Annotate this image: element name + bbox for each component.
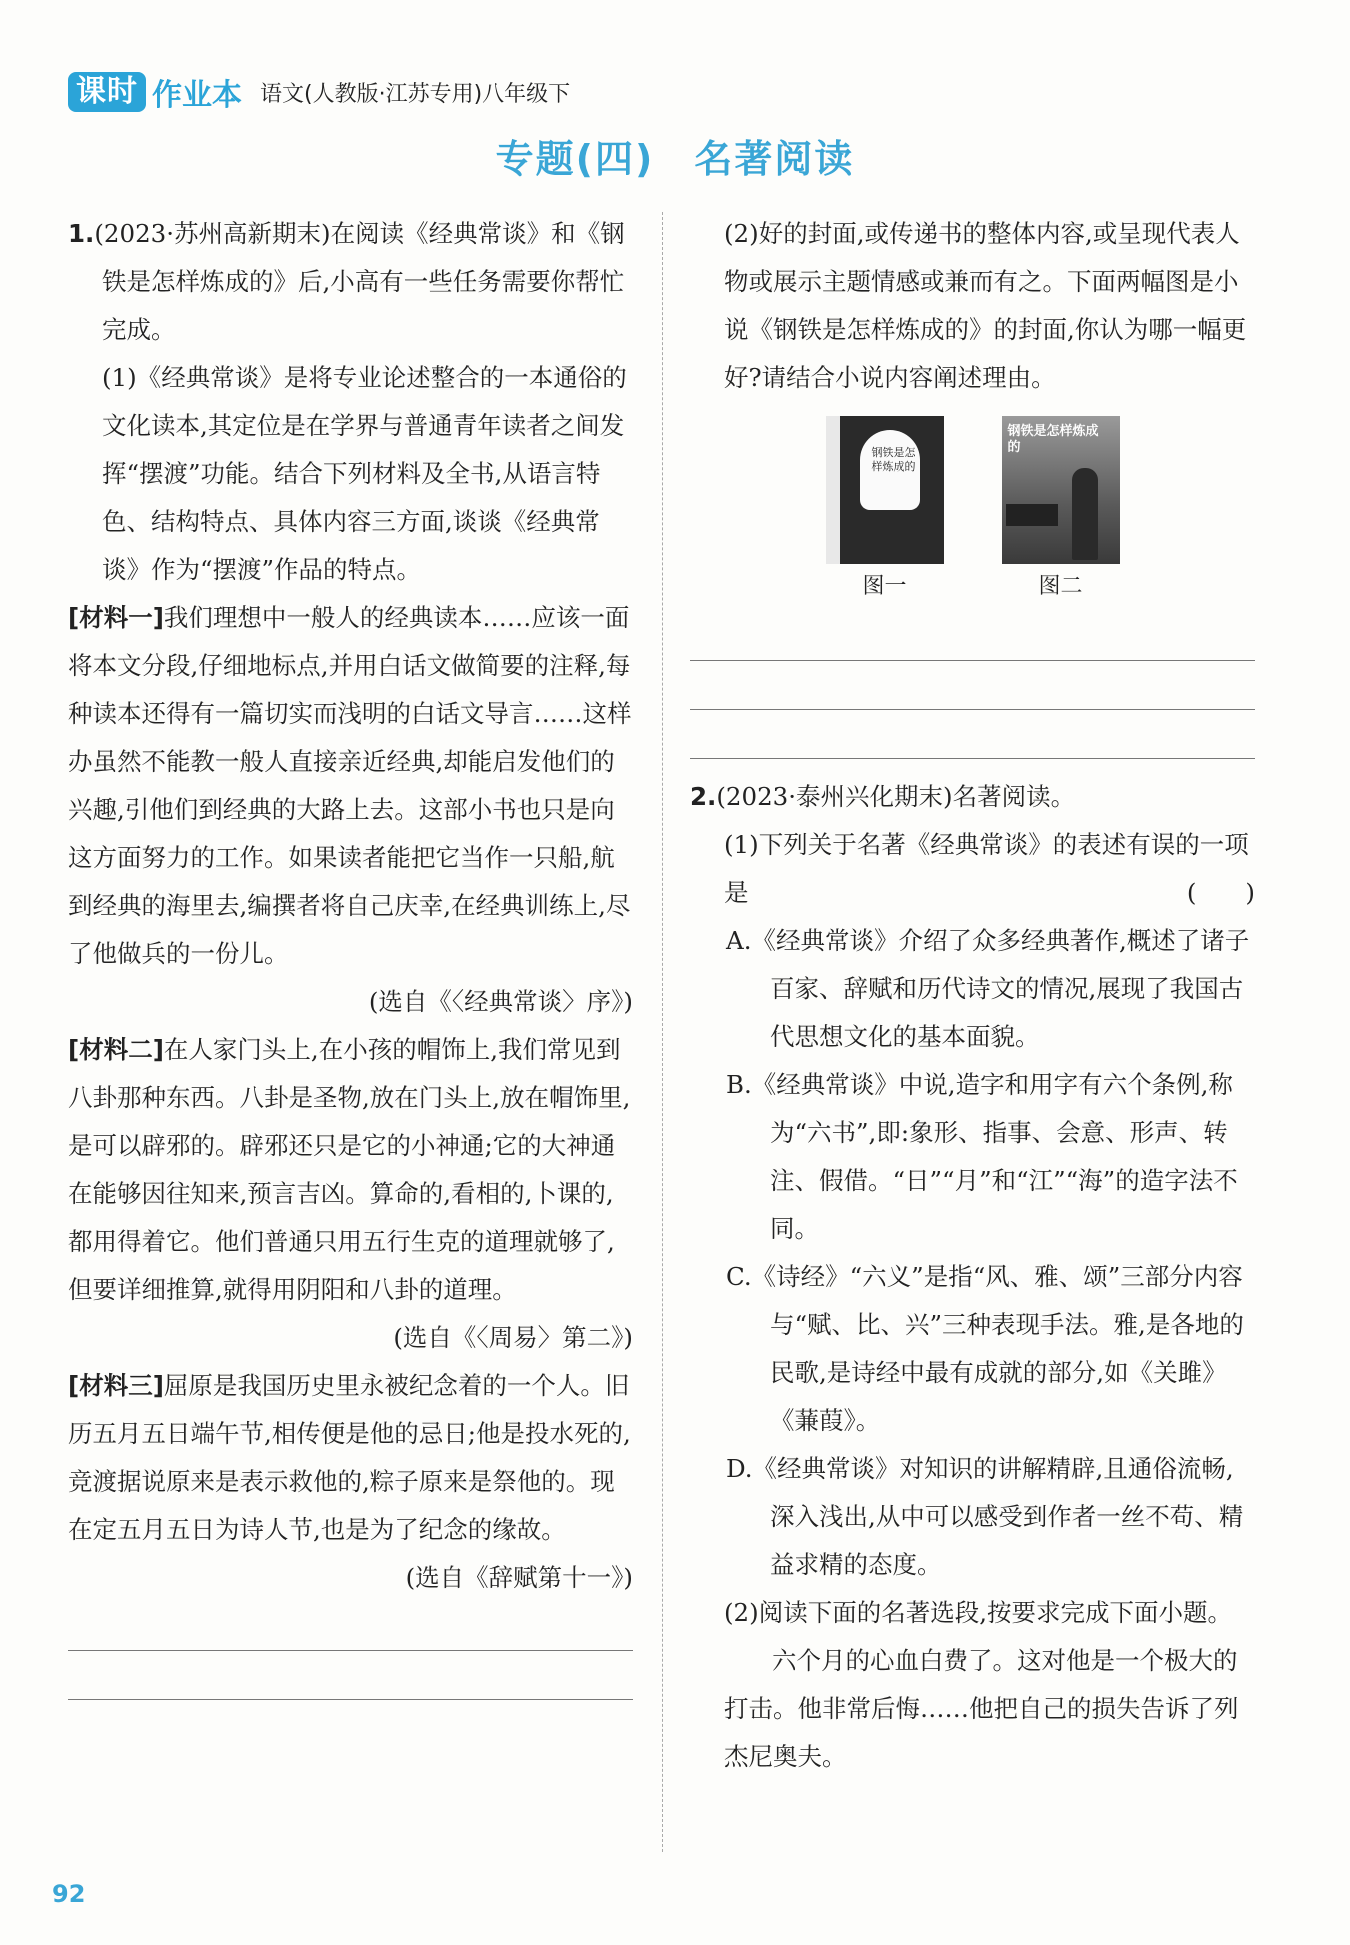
material-2-source: (选自《〈周易〉第二》) [393, 1323, 633, 1352]
q2-excerpt: 六个月的心血白费了。这对他是一个极大的打击。他非常后悔……他把自己的损失告诉了列杰尼奥夫。 [724, 1646, 1239, 1771]
answer-line[interactable] [68, 1602, 633, 1651]
left-column [68, 210, 633, 1700]
page-title: 专题(四) 名著阅读 [495, 137, 855, 181]
q1-sub1: (1)《经典常谈》是将专业论述整合的一本通俗的文化读本,其定位是在学界与普通青年读者之间发挥“摆渡”功能。结合下列材料及全书,从语言特色、结构特点、具体内容三方面,谈谈《经典常谈》作为“摆渡”作品的特点。 [102, 363, 627, 584]
material-3-tag: [材料三] [68, 1371, 164, 1400]
answer-paren[interactable]: ( ) [1186, 878, 1255, 907]
header [68, 72, 570, 112]
q1-sub2: (2)好的封面,或传递书的整体内容,或呈现代表人物或展示主题情感或兼而有之。下面两幅图是小说《钢铁是怎样炼成的》的封面,你认为哪一幅更好?请结合小说内容阐述理由。 [724, 219, 1247, 392]
option-d: D.《经典常谈》对知识的讲解精辟,且通俗流畅,深入浅出,从中可以感受到作者一丝不苟、精益求精的态度。 [726, 1454, 1244, 1579]
logo-badge: 课时 [68, 72, 146, 112]
book-cover-2 [1002, 416, 1120, 564]
figure-2-caption: 图二 [1038, 574, 1083, 599]
cover-figures [690, 416, 1255, 604]
material-2 [68, 1026, 633, 1314]
logo-name: 作业本 [152, 78, 242, 113]
header-subtitle: 语文(人教版·江苏专用)八年级下 [260, 81, 571, 107]
material-1 [68, 594, 633, 978]
q2-stem [690, 773, 1255, 821]
logo [68, 70, 242, 114]
material-3-text: 屈原是我国历史里永被纪念着的一个人。旧历五月五日端午节,相传便是他的忌日;他是投水死的,竞渡据说原来是表示救他的,粽子原来是祭他的。现在定五月五日为诗人节,也是为了纪念的缘故。 [68, 1371, 631, 1544]
material-3 [68, 1362, 633, 1554]
material-3-source: (选自《辞赋第十一》) [405, 1563, 633, 1592]
right-column [690, 210, 1255, 1781]
material-2-text: 在人家门头上,在小孩的帽饰上,我们常见到八卦那种东西。八卦是圣物,放在门头上,放在帽饰里,是可以辟邪的。辟邪还只是它的小神通;它的大神通在能够因往知来,预言吉凶。算命的,看相的,卜课的,都用得着它。他们普通只用五行生克的道理就够了,但要详细推算,就得用阴阳和八卦的道理。 [68, 1035, 631, 1304]
material-1-tag: [材料一] [68, 603, 164, 632]
answer-line[interactable] [68, 1651, 633, 1700]
figure-1-caption: 图一 [862, 574, 907, 599]
material-2-tag: [材料二] [68, 1035, 164, 1064]
q1-stem [68, 210, 633, 354]
option-c: C.《诗经》“六义”是指“风、雅、颂”三部分内容与“赋、比、兴”三种表现手法。雅,是各地的民歌,是诗经中最有成就的部分,如《关雎》《蒹葭》。 [726, 1262, 1244, 1435]
material-1-text: 我们理想中一般人的经典读本……应该一面将本文分段,仔细地标点,并用白话文做简要的注释,每种读本还得有一篇切实而浅明的白话文导言……这样办虽然不能教一般人直接亲近经典,却能启发他们的兴趣,引他们到经典的大路上去。这部小书也只是向这方面努力的工作。如果读者能把它当作一只船,航到经典的海里去,编撰者将自己庆幸,在经典训练上,尽了他做兵的一份儿。 [68, 603, 632, 968]
q1-stem-text: (2023·苏州高新期末)在阅读《经典常谈》和《钢铁是怎样炼成的》后,小高有一些任务需要你帮忙完成。 [94, 219, 625, 344]
q2-sub1 [690, 821, 1255, 917]
q2-number: 2. [690, 782, 717, 811]
material-1-source: (选自《〈经典常谈〉序》) [368, 987, 633, 1016]
option-b: B.《经典常谈》中说,造字和用字有六个条例,称为“六书”,即:象形、指事、会意、形声、转注、假借。“日”“月”和“江”“海”的造字法不同。 [726, 1070, 1238, 1243]
answer-line[interactable] [690, 612, 1255, 661]
q2-sub2: (2)阅读下面的名著选段,按要求完成下面小题。 [724, 1598, 1232, 1627]
column-divider [662, 212, 663, 1852]
figure-2 [1002, 416, 1120, 604]
option-a: A.《经典常谈》介绍了众多经典著作,概述了诸子百家、辞赋和历代诗文的情况,展现了我国古代思想文化的基本面貌。 [726, 926, 1250, 1051]
q1-number: 1. [68, 219, 95, 248]
cover-1-title: 钢铁是怎样炼成的 [871, 446, 916, 473]
q2-stem-text: (2023·泰州兴化期末)名著阅读。 [716, 782, 1076, 811]
answer-line[interactable] [690, 661, 1255, 710]
figure-1 [826, 416, 944, 604]
answer-line[interactable] [690, 710, 1255, 759]
book-cover-1 [826, 416, 944, 564]
page-number: 92 [52, 1880, 86, 1908]
cover-2-title: 钢铁是怎样炼成的 [1007, 424, 1099, 455]
q2-sub1-text: (1)下列关于名著《经典常谈》的表述有误的一项是 [724, 830, 1249, 907]
